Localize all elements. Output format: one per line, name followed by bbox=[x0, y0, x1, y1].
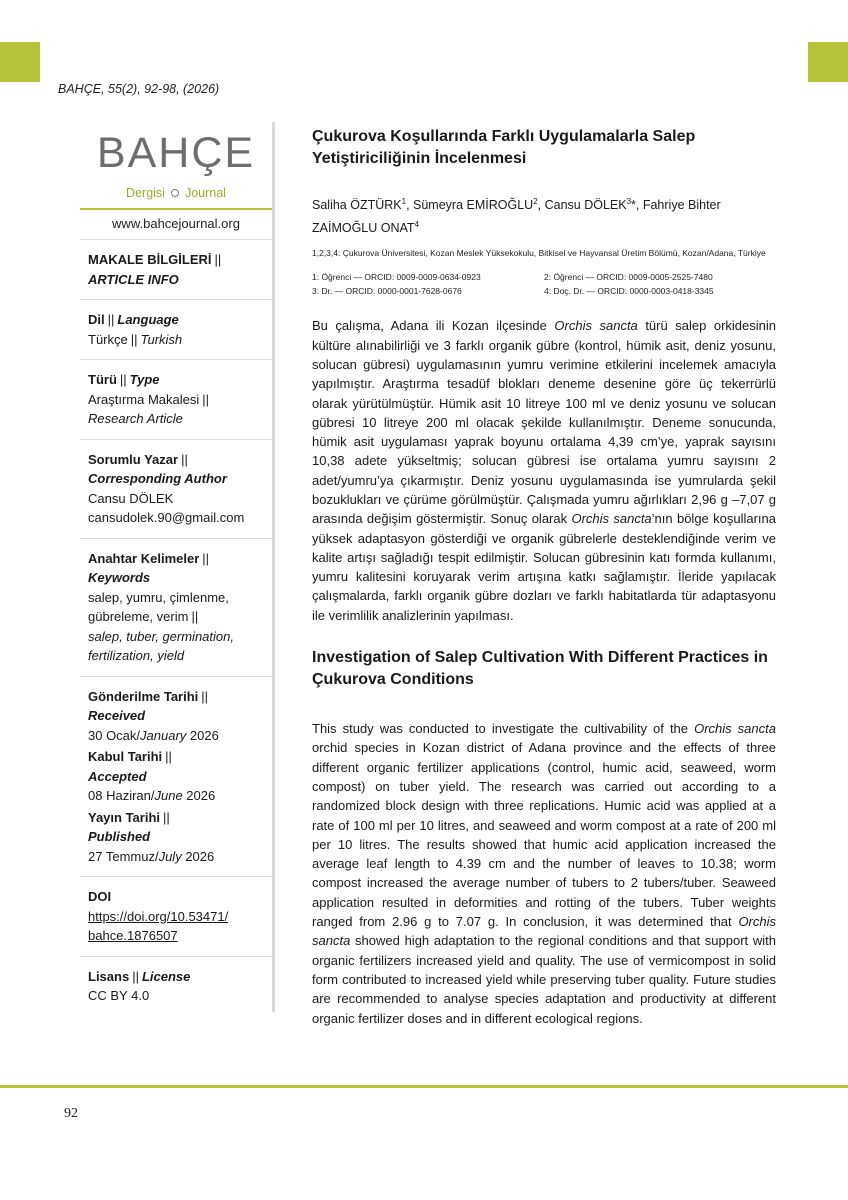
separator: || bbox=[202, 550, 210, 566]
type-label-en: Type bbox=[129, 372, 160, 387]
separator: || bbox=[130, 331, 138, 347]
author-separator: *, bbox=[631, 198, 643, 213]
abstract-en-part2: orchid species in Kozan district of Adana province and the effects of three different organic fertilizer applications (control, humic acid, seaweed, worm compost) on tuber yield. The research was carried out according to a randomized block design with three replications. Humic acid was applied at a rate of 100 ml per 10 litres, and seaweed and worm compost at a rate of 200 ml per 10 litres. The results showed that humic acid application increased the average leaf length to 4.39 cm and the number of leaves to 10.38; worm compost increased the average number of tubers to 2 tubers/tuber. Seaweed application resulted in deformities and rotting of the tubers. Tuber weights ranged from 2.96 g to 7.07 g. In conclusion, it was determined that bbox=[312, 740, 776, 930]
type-label-tr: Türü bbox=[88, 372, 117, 387]
orcid-item[interactable]: 3: Dr. — ORCID: 0000-0001-7628-0676 bbox=[312, 286, 462, 297]
doi-link-line1[interactable]: https://doi.org/10.53471/ bbox=[88, 908, 229, 924]
logo-sub-left: Dergisi bbox=[126, 186, 165, 200]
keywords-en-line1: salep, tuber, germination, bbox=[88, 628, 234, 644]
separator: || bbox=[132, 968, 139, 984]
abstract-en-species: Orchis sancta bbox=[694, 721, 776, 737]
doi-link-line2[interactable]: bahce.1876507 bbox=[88, 928, 178, 943]
separator: || bbox=[181, 451, 188, 467]
orcid-list bbox=[312, 270, 776, 298]
separator: || bbox=[202, 391, 210, 407]
article-info-heading bbox=[80, 239, 272, 289]
author-sup: 1 bbox=[401, 197, 407, 206]
abstract-tr-part1: Bu çalışma, Adana ili Kozan ilçesinde bbox=[312, 318, 555, 334]
author-name: Sümeyra EMİROĞLU bbox=[413, 198, 534, 213]
accepted-value-tr: 08 Haziran/ bbox=[88, 788, 155, 803]
separator: || bbox=[191, 609, 199, 624]
author-sup: 3 bbox=[626, 197, 632, 206]
accepted-label-tr: Kabul Tarihi bbox=[88, 749, 163, 764]
received-value-tr: 30 Ocak/ bbox=[88, 727, 141, 743]
logo-circle-icon bbox=[171, 189, 179, 197]
corner-accent-left bbox=[0, 42, 40, 82]
separator: || bbox=[201, 688, 209, 704]
abstract-en-part3: showed high adaptation to the regional conditions and that support with organic fertilizers increased yield and quality. The use of vermicompost in solid form contributed to increased yield while preserving tuber quality. Future studies are recommended to analyse species adaptation and productivity at different organic fertilizer doses and in different ecological regions. bbox=[312, 933, 776, 1026]
article-main bbox=[312, 126, 776, 1028]
article-info-sidebar bbox=[80, 122, 275, 1012]
article-title-tr: Çukurova Koşullarında Farklı Uygulamalarla Salep Yetiştiriciliğinin İncelenmesi bbox=[312, 128, 696, 167]
journal-logo-subtitle bbox=[80, 186, 272, 200]
type-value-tr: Araştırma Makalesi bbox=[88, 391, 200, 407]
separator: || bbox=[107, 312, 115, 327]
language-block bbox=[80, 299, 272, 349]
author bbox=[545, 198, 643, 212]
author bbox=[312, 198, 413, 212]
logo-sub-right: Journal bbox=[184, 186, 226, 200]
accepted-label-en: Accepted bbox=[88, 768, 147, 784]
article-title-en: Investigation of Salep Cultivation With Different Practices in Çukurova Conditions bbox=[312, 649, 768, 689]
corresponding-author-email[interactable]: cansudolek.90@gmail.com bbox=[88, 510, 245, 525]
published-label-tr: Yayın Tarihi bbox=[88, 809, 161, 825]
keywords-label-tr: Anahtar Kelimeler bbox=[88, 550, 200, 566]
published-label-en: Published bbox=[88, 829, 151, 844]
orcid-item[interactable]: 4: Doç. Dr. — ORCID: 0000-0003-0418-3345 bbox=[544, 286, 714, 297]
received-value-year: 2026 bbox=[186, 727, 219, 743]
published-value-tr: 27 Temmuz/ bbox=[88, 848, 159, 864]
published-value-year: 2026 bbox=[181, 848, 215, 864]
separator: || bbox=[214, 252, 222, 267]
orcid-item[interactable]: 2: Öğrenci — ORCID: 0009-0005-2525-7480 bbox=[544, 272, 713, 283]
accepted-date bbox=[88, 786, 272, 806]
orcid-item[interactable]: 1: Öğrenci — ORCID: 0009-0009-0634-0923 bbox=[312, 272, 481, 283]
author-sup: 4 bbox=[414, 220, 420, 230]
published-date bbox=[88, 847, 272, 867]
dates-block bbox=[80, 676, 272, 867]
language-label-en: Language bbox=[117, 312, 179, 327]
accepted-value-en: June bbox=[154, 788, 183, 803]
keywords-label-en: Keywords bbox=[88, 570, 151, 585]
license-block bbox=[80, 956, 272, 1006]
language-label-tr: Dil bbox=[88, 312, 105, 327]
keywords-tr-line2: gübreleme, verim bbox=[88, 609, 189, 624]
published-value-en: July bbox=[158, 848, 182, 864]
article-info-tr: MAKALE BİLGİLERİ bbox=[88, 252, 212, 267]
keywords-tr-line1: salep, yumru, çimlenme, bbox=[88, 589, 229, 605]
keywords-block bbox=[80, 538, 272, 666]
author-name: Fahriye Bihter ZAİMOĞLU ONAT bbox=[312, 198, 721, 236]
corresponding-label-tr: Sorumlu Yazar bbox=[88, 451, 179, 467]
accepted-value-year: 2026 bbox=[182, 788, 216, 803]
abstract-en bbox=[312, 719, 776, 1028]
journal-reference: BAHÇE, 55(2), 92-98, (2026) bbox=[58, 82, 220, 96]
abstract-tr-part2: türü salep orkidesinin kültüre alınabilirliği ve 3 farklı organik gübre (kontrol, hümik asit, deniz yosunu, solucan gübresi) uygulamasının yumru verimine etkilerini incelemek amacıyla yapılmıştır. Araştırma tesadüf blokları deneme desenine göre üç tekerrürlü olarak yürütülmüştür. Hümik asit 10 litreye 100 ml ve deniz yosunu ve solucan gübresi 10 litreye 200 ml olacak şekilde kullanılmıştır. Deneme sonucunda, hümik asit uygulaması yaprak boyunu ortalama 4,39 cm’ye, yaprak sayısını 10,38 adete yükseltmiş; solucan gübresi ise ortalama yumru sayısını 2 adet/yumru’ya çıkarmıştır. Deniz yosunu uygulamasında ise yumrularda şekil bozuklukları ve çürüme görülmüştür. Çalışmada yumru ağırlıkları 2,96 g –7,07 g arasında değişim göstermiştir. Sonuç olarak bbox=[312, 318, 776, 527]
affiliation: 1,2,3,4: Çukurova Üniversitesi, Kozan Meslek Yüksekokulu, Bitkisel ve Hayvansal Üretim Bölümü, Kozan/Adana, Türkiye bbox=[312, 248, 766, 259]
article-info-en: ARTICLE INFO bbox=[88, 271, 179, 287]
corresponding-author-block bbox=[80, 439, 272, 528]
author-separator: , bbox=[537, 198, 545, 213]
author-name: Saliha ÖZTÜRK bbox=[312, 198, 402, 213]
footer-divider bbox=[0, 1085, 848, 1088]
language-value-tr: Türkçe bbox=[88, 331, 128, 347]
abstract-en-part1: This study was conducted to investigate the cultivability of the bbox=[312, 721, 695, 737]
journal-website-link[interactable]: www.bahcejournal.org bbox=[80, 208, 272, 231]
author-list bbox=[312, 192, 776, 238]
journal-logo-title: BAHÇE bbox=[96, 129, 256, 177]
corresponding-label-en: Corresponding Author bbox=[88, 471, 227, 486]
language-value-en: Turkish bbox=[140, 331, 183, 347]
license-label-en: License bbox=[141, 968, 191, 984]
separator: || bbox=[165, 749, 172, 764]
abstract-tr-species2: Orchis sancta bbox=[571, 511, 652, 527]
type-value-en: Research Article bbox=[88, 411, 183, 426]
license-value: CC BY 4.0 bbox=[88, 988, 150, 1003]
separator: || bbox=[163, 809, 170, 825]
type-block bbox=[80, 359, 272, 429]
doi-label: DOI bbox=[88, 889, 112, 904]
abstract-en-species2: Orchis sancta bbox=[312, 914, 776, 949]
abstract-tr bbox=[312, 316, 776, 625]
author-name: Cansu DÖLEK bbox=[544, 198, 627, 213]
author bbox=[413, 198, 545, 212]
keywords-en-line2: fertilization, yield bbox=[88, 648, 185, 663]
abstract-tr-part3: ’nın bölge koşullarına yüksek adaptasyon gösterdiği ve organik gübrelerle desteklendiğinde verim ve kalite artışı sağladığı tespit edilmiştir. Solucan gübresinin katı formda kullanımı, yumru kalitesini koruyarak verim artışına katkı sağlamıştır. İleride yapılacak çalışmalarda, farklı organik gübre dozları ve farklı habitatlarda tür adaptasyonu ile verimlilik analizlerinin yapılması. bbox=[312, 511, 776, 623]
received-value-en: January bbox=[140, 727, 187, 743]
received-date bbox=[88, 726, 272, 746]
received-label-en: Received bbox=[88, 708, 146, 723]
corner-accent-right bbox=[808, 42, 848, 82]
corresponding-author-name: Cansu DÖLEK bbox=[88, 490, 174, 506]
separator: || bbox=[119, 372, 127, 387]
author-separator: , bbox=[406, 198, 414, 213]
abstract-tr-species: Orchis sancta bbox=[554, 318, 638, 334]
page-number: 92 bbox=[64, 1106, 78, 1121]
received-label-tr: Gönderilme Tarihi bbox=[88, 688, 199, 704]
license-label-tr: Lisans bbox=[88, 968, 130, 984]
author-sup: 2 bbox=[533, 197, 538, 206]
doi-block bbox=[80, 876, 272, 946]
